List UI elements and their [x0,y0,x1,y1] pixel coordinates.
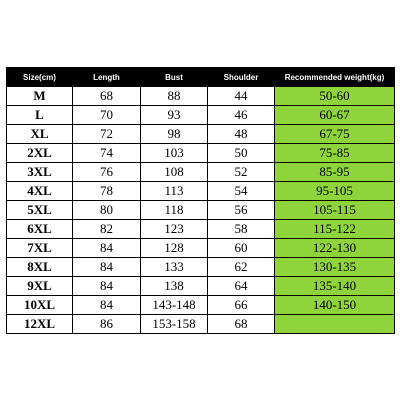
shoulder-cell: 54 [208,182,275,201]
bust-cell: 118 [141,201,208,220]
table-body [7,87,395,334]
weight-cell: 135-140 [275,277,395,296]
shoulder-cell: 56 [208,201,275,220]
length-cell: 84 [73,258,141,277]
table-row [7,87,395,106]
header-recommended-weight: Recommended weight(kg) [275,68,395,87]
table-row [7,182,395,201]
size-cell: 4XL [7,182,73,201]
weight-cell: 85-95 [275,163,395,182]
length-cell: 84 [73,239,141,258]
size-cell: 12XL [7,315,73,334]
header-bust: Bust [141,68,208,87]
weight-cell [275,315,395,334]
size-cell: 6XL [7,220,73,239]
size-cell: XL [7,125,73,144]
bust-cell: 98 [141,125,208,144]
table-row [7,277,395,296]
length-cell: 70 [73,106,141,125]
header-length: Length [73,68,141,87]
length-cell: 82 [73,220,141,239]
size-cell: 10XL [7,296,73,315]
size-cell: L [7,106,73,125]
size-cell: 7XL [7,239,73,258]
shoulder-cell: 62 [208,258,275,277]
length-cell: 68 [73,87,141,106]
shoulder-cell: 52 [208,163,275,182]
length-cell: 80 [73,201,141,220]
shoulder-cell: 48 [208,125,275,144]
bust-cell: 143-148 [141,296,208,315]
weight-cell: 75-85 [275,144,395,163]
weight-cell: 95-105 [275,182,395,201]
table-row [7,296,395,315]
header-row [7,68,395,87]
table-row [7,239,395,258]
length-cell: 74 [73,144,141,163]
shoulder-cell: 68 [208,315,275,334]
size-cell: 3XL [7,163,73,182]
length-cell: 76 [73,163,141,182]
size-cell: 5XL [7,201,73,220]
table-row [7,125,395,144]
table-row [7,220,395,239]
weight-cell: 105-115 [275,201,395,220]
shoulder-cell: 66 [208,296,275,315]
bust-cell: 128 [141,239,208,258]
length-cell: 78 [73,182,141,201]
shoulder-cell: 64 [208,277,275,296]
bust-cell: 138 [141,277,208,296]
bust-cell: 93 [141,106,208,125]
table-row [7,258,395,277]
shoulder-cell: 60 [208,239,275,258]
shoulder-cell: 50 [208,144,275,163]
table-row [7,315,395,334]
shoulder-cell: 58 [208,220,275,239]
table-row [7,163,395,182]
weight-cell: 50-60 [275,87,395,106]
table-row [7,144,395,163]
bust-cell: 133 [141,258,208,277]
shoulder-cell: 46 [208,106,275,125]
weight-cell: 140-150 [275,296,395,315]
size-cell: 2XL [7,144,73,163]
size-cell: 9XL [7,277,73,296]
length-cell: 84 [73,277,141,296]
weight-cell: 122-130 [275,239,395,258]
size-cell: 8XL [7,258,73,277]
length-cell: 84 [73,296,141,315]
length-cell: 86 [73,315,141,334]
bust-cell: 113 [141,182,208,201]
weight-cell: 60-67 [275,106,395,125]
header-shoulder: Shoulder [208,68,275,87]
bust-cell: 123 [141,220,208,239]
shoulder-cell: 44 [208,87,275,106]
bust-cell: 108 [141,163,208,182]
size-cell: M [7,87,73,106]
bust-cell: 103 [141,144,208,163]
bust-cell: 88 [141,87,208,106]
table-row [7,201,395,220]
bust-cell: 153-158 [141,315,208,334]
weight-cell: 130-135 [275,258,395,277]
weight-cell: 67-75 [275,125,395,144]
weight-cell: 115-122 [275,220,395,239]
size-chart-table [6,67,395,334]
length-cell: 72 [73,125,141,144]
table-row [7,106,395,125]
header-size: Size(cm) [7,68,73,87]
